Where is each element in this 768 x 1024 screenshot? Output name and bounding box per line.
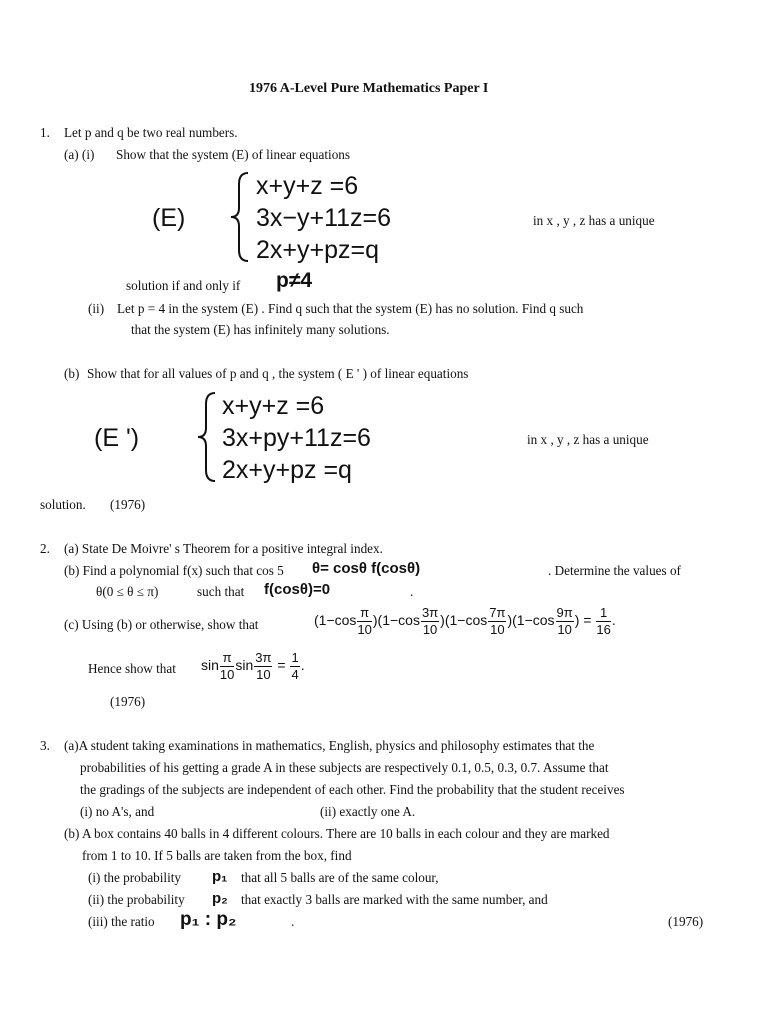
fraction: $\frac{3\pi}{10}$ <box>255 650 272 682</box>
system-e-prime-eq3: 2x+y+pz =q <box>222 456 352 484</box>
q2b-text: (b) Find a polynomial f(x) such that cos 5 <box>64 563 284 578</box>
system-e-prime-label: (E ') <box>94 424 140 452</box>
q2b-period: . <box>410 584 414 599</box>
q3a-line1: (a)A student taking examinations in mathematics, English, physics and philosophy estimates that the <box>64 738 595 753</box>
fraction: $\frac{1}{16}$ <box>596 605 611 637</box>
q3-year: (1976) <box>668 914 704 929</box>
q1a-label: (a) (i) <box>64 147 95 162</box>
fraction: $\frac{\pi}{10}$ <box>357 605 372 637</box>
q3b-iii-post: . <box>291 914 295 929</box>
q3b-line1: (b) A box contains 40 balls in 4 different colours. There are 10 balls in each colour and they are marked <box>64 826 610 841</box>
q2-hence-expression: sin $\frac{\pi}{10}$ sin $\frac{3\pi}{10}$ = $\frac{1}{4}$ . <box>201 650 305 682</box>
q3-number: 3. <box>40 738 50 753</box>
q2b-such-that: such that <box>197 584 245 599</box>
q3a-line2: probabilities of his getting a grade A in these subjects are respectively 0.1, 0.5, 0.3, 0.7. Assume that <box>80 760 609 775</box>
q2b-theta-range: θ(0 ≤ θ ≤ π) <box>96 584 159 599</box>
system-e-prime-eq2: 3x+py+11z=6 <box>222 424 371 452</box>
fraction: $\frac{\pi}{10}$ <box>219 650 235 682</box>
q3b-iii-text: (iii) the ratio <box>88 914 155 929</box>
q3b-ii-post: that exactly 3 balls are marked with the same number, and <box>241 892 548 907</box>
q1a-condition: p≠4 <box>276 269 313 292</box>
q1a-solution-text: solution if and only if <box>126 278 241 293</box>
q1a-ii-label: (ii) <box>88 301 105 316</box>
fraction: $\frac{3\pi}{10}$ <box>421 605 439 637</box>
q3b-line2: from 1 to 10. If 5 balls are taken from the box, find <box>82 848 352 863</box>
fraction: $\frac{1}{4}$ <box>291 650 299 682</box>
fraction: $\frac{7\pi}{10}$ <box>489 605 506 637</box>
q3b-ii-text: (ii) the probability <box>88 892 185 907</box>
q2b-math2: f(cosθ)=0 <box>264 581 331 598</box>
q3b-i-post: that all 5 balls are of the same colour, <box>241 870 439 885</box>
q2b-post: . Determine the values of <box>548 563 681 578</box>
q2c-expression: (1−cos $\frac{\pi}{10}$ )(1−cos $\frac{3\pi}{10}$ )(1−cos $\frac{7\pi}{10}$ )(1−cos $\frac{9\pi}{10}$ ) = $\frac{1}{16}$ . <box>314 605 616 637</box>
fraction: $\frac{9\pi}{10}$ <box>556 605 573 637</box>
system-e-eq2: 3x−y+11z=6 <box>256 204 392 232</box>
q3b-i-text: (i) the probability <box>88 870 182 885</box>
q1a-ii-text2: that the system (E) has infinitely many solutions. <box>131 322 390 337</box>
q2-number: 2. <box>40 541 50 556</box>
system-e-eq3: 2x+y+pz=q <box>256 236 380 264</box>
q1-intro: Let p and q be two real numbers. <box>64 125 238 140</box>
q1-number: 1. <box>40 125 50 140</box>
q1-year: (1976) <box>110 497 146 512</box>
q2-year: (1976) <box>110 694 146 709</box>
q2a-text: (a) State De Moivre' s Theorem for a positive integral index. <box>64 541 383 556</box>
q1b-text: Show that for all values of p and q , the system ( E ' ) of linear equations <box>87 366 469 381</box>
page-title: 1976 A-Level Pure Mathematics Paper I <box>249 81 489 96</box>
system-e-label: (E) <box>152 204 186 232</box>
q3b-p2: p₂ <box>212 890 228 907</box>
system-e-prime-brace <box>195 390 219 484</box>
system-e-prime-note: in x , y , z has a unique <box>527 432 649 447</box>
q2-hence-text: Hence show that <box>88 661 176 676</box>
q3a-part-i: (i) no A's, and <box>80 804 155 819</box>
q3a-line3: the gradings of the subjects are independent of each other. Find the probability that the student receives <box>80 782 625 797</box>
system-e-note: in x , y , z has a unique <box>533 213 655 228</box>
system-e-prime-eq1: x+y+z =6 <box>222 392 325 420</box>
q1b-label: (b) <box>64 366 80 381</box>
system-e-eq1: x+y+z =6 <box>256 172 359 200</box>
q1a-ii-text: Let p = 4 in the system (E) . Find q such that the system (E) has no solution. Find q such <box>117 301 584 316</box>
q3b-p1: p₁ <box>212 868 228 885</box>
q1b-end: solution. <box>40 497 86 512</box>
q1a-text: Show that the system (E) of linear equations <box>116 147 351 162</box>
q2b-math: θ= cosθ f(cosθ) <box>312 560 421 577</box>
q3b-ratio: p₁ : p₂ <box>180 909 237 930</box>
q3a-part-ii: (ii) exactly one A. <box>320 804 416 819</box>
system-e-brace <box>228 170 252 264</box>
q2c-text: (c) Using (b) or otherwise, show that <box>64 617 259 632</box>
